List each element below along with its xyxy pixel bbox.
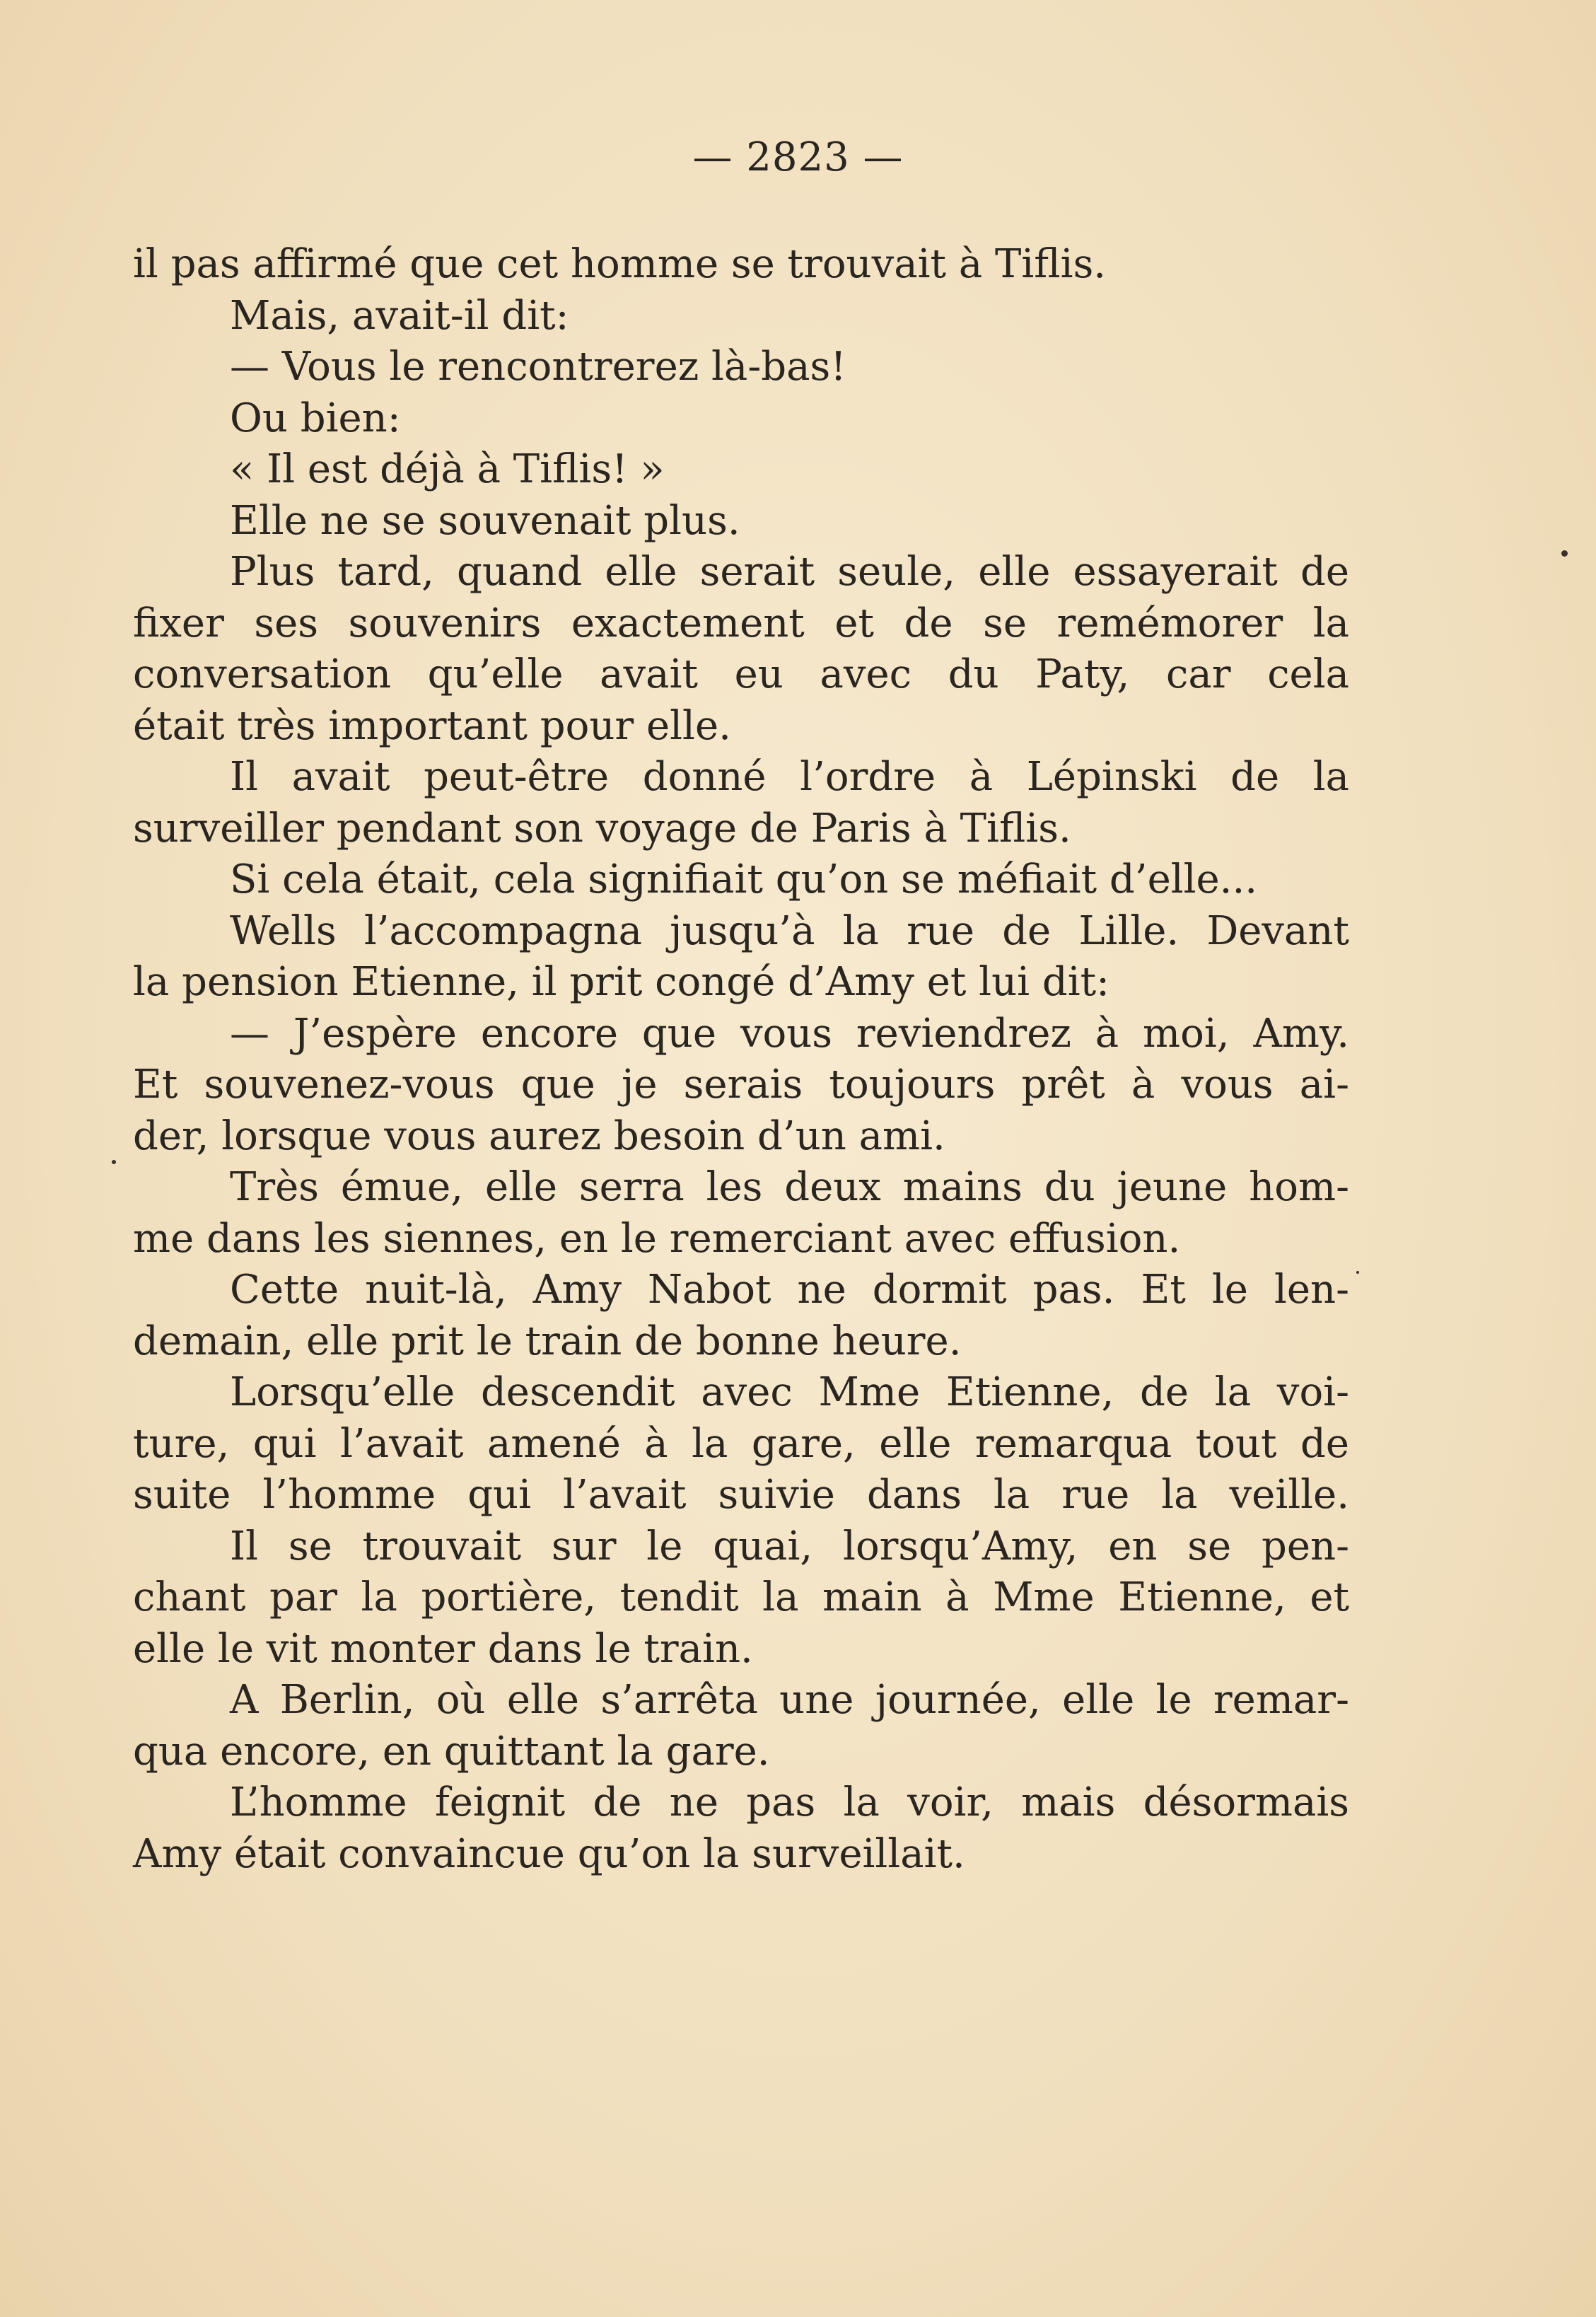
text-line: Plus tard, quand elle serait seule, elle essayerait de (230, 549, 1349, 595)
text-line: fixer ses souvenirs exactement et de se remémorer la (133, 600, 1349, 646)
text-line: Lorsqu’elle descendit avec Mme Etienne, de la voi- (230, 1369, 1349, 1415)
text-line: — Vous le rencontrerez là-bas! (230, 344, 846, 390)
text-line: il pas affirmé que cet homme se trouvait à Tiflis. (133, 241, 1107, 287)
text-line: la pension Etienne, il prit congé d’Amy et lui dit: (133, 959, 1109, 1005)
text-line: Wells l’accompagna jusqu’à la rue de Lille. Devant (230, 907, 1349, 954)
text-line: — J’espère encore que vous reviendrez à moi, Amy. (230, 1010, 1349, 1057)
text-line: A Berlin, où elle s’arrêta une journée, elle le remar- (230, 1677, 1349, 1723)
text-line: me dans les siennes, en le remerciant avec effusion. (133, 1215, 1181, 1262)
text-line: Si cela était, cela signifiait qu’on se méfiait d’elle... (230, 856, 1258, 902)
text-line: était très important pour elle. (133, 702, 731, 749)
paper-speck (1561, 550, 1568, 557)
text-line: qua encore, en quittant la gare. (133, 1728, 770, 1775)
page-number: — 2823 — (692, 134, 904, 180)
text-line: conversation qu’elle avait eu avec du Paty, car cela (133, 651, 1349, 697)
text-line: L’homme feignit de ne pas la voir, mais désormais (230, 1779, 1349, 1825)
text-line: Amy était convaincue qu’on la surveillait. (133, 1830, 965, 1877)
text-line: ture, qui l’avait amené à la gare, elle remarqua tout de (133, 1420, 1349, 1467)
text-line: der, lorsque vous aurez besoin d’un ami. (133, 1113, 945, 1159)
text-line: Il avait peut-être donné l’ordre à Lépinski de la (230, 754, 1349, 800)
text-line: demain, elle prit le train de bonne heure. (133, 1318, 962, 1364)
body-text (133, 239, 1349, 1880)
text-line: Très émue, elle serra les deux mains du jeune hom- (230, 1164, 1349, 1210)
text-line: suite l’homme qui l’avait suivie dans la rue la veille. (133, 1472, 1349, 1518)
text-line: Cette nuit-là, Amy Nabot ne dormit pas. Et le len- (230, 1267, 1349, 1313)
text-line: Elle ne se souvenait plus. (230, 497, 740, 544)
text-line: Et souvenez-vous que je serais toujours prêt à vous ai- (133, 1062, 1349, 1108)
text-line: « Il est déjà à Tiflis! » (230, 446, 665, 492)
text-line: Ou bien: (230, 395, 401, 441)
text-line: surveiller pendant son voyage de Paris à Tiflis. (133, 805, 1071, 852)
text-line: Mais, avait-il dit: (230, 292, 569, 339)
paper-speck (1356, 1271, 1359, 1274)
paper-speck (112, 1160, 116, 1164)
text-line: elle le vit monter dans le train. (133, 1625, 753, 1672)
text-line: chant par la portière, tendit la main à Mme Etienne, et (133, 1574, 1349, 1620)
text-line: Il se trouvait sur le quai, lorsqu’Amy, en se pen- (230, 1523, 1349, 1569)
